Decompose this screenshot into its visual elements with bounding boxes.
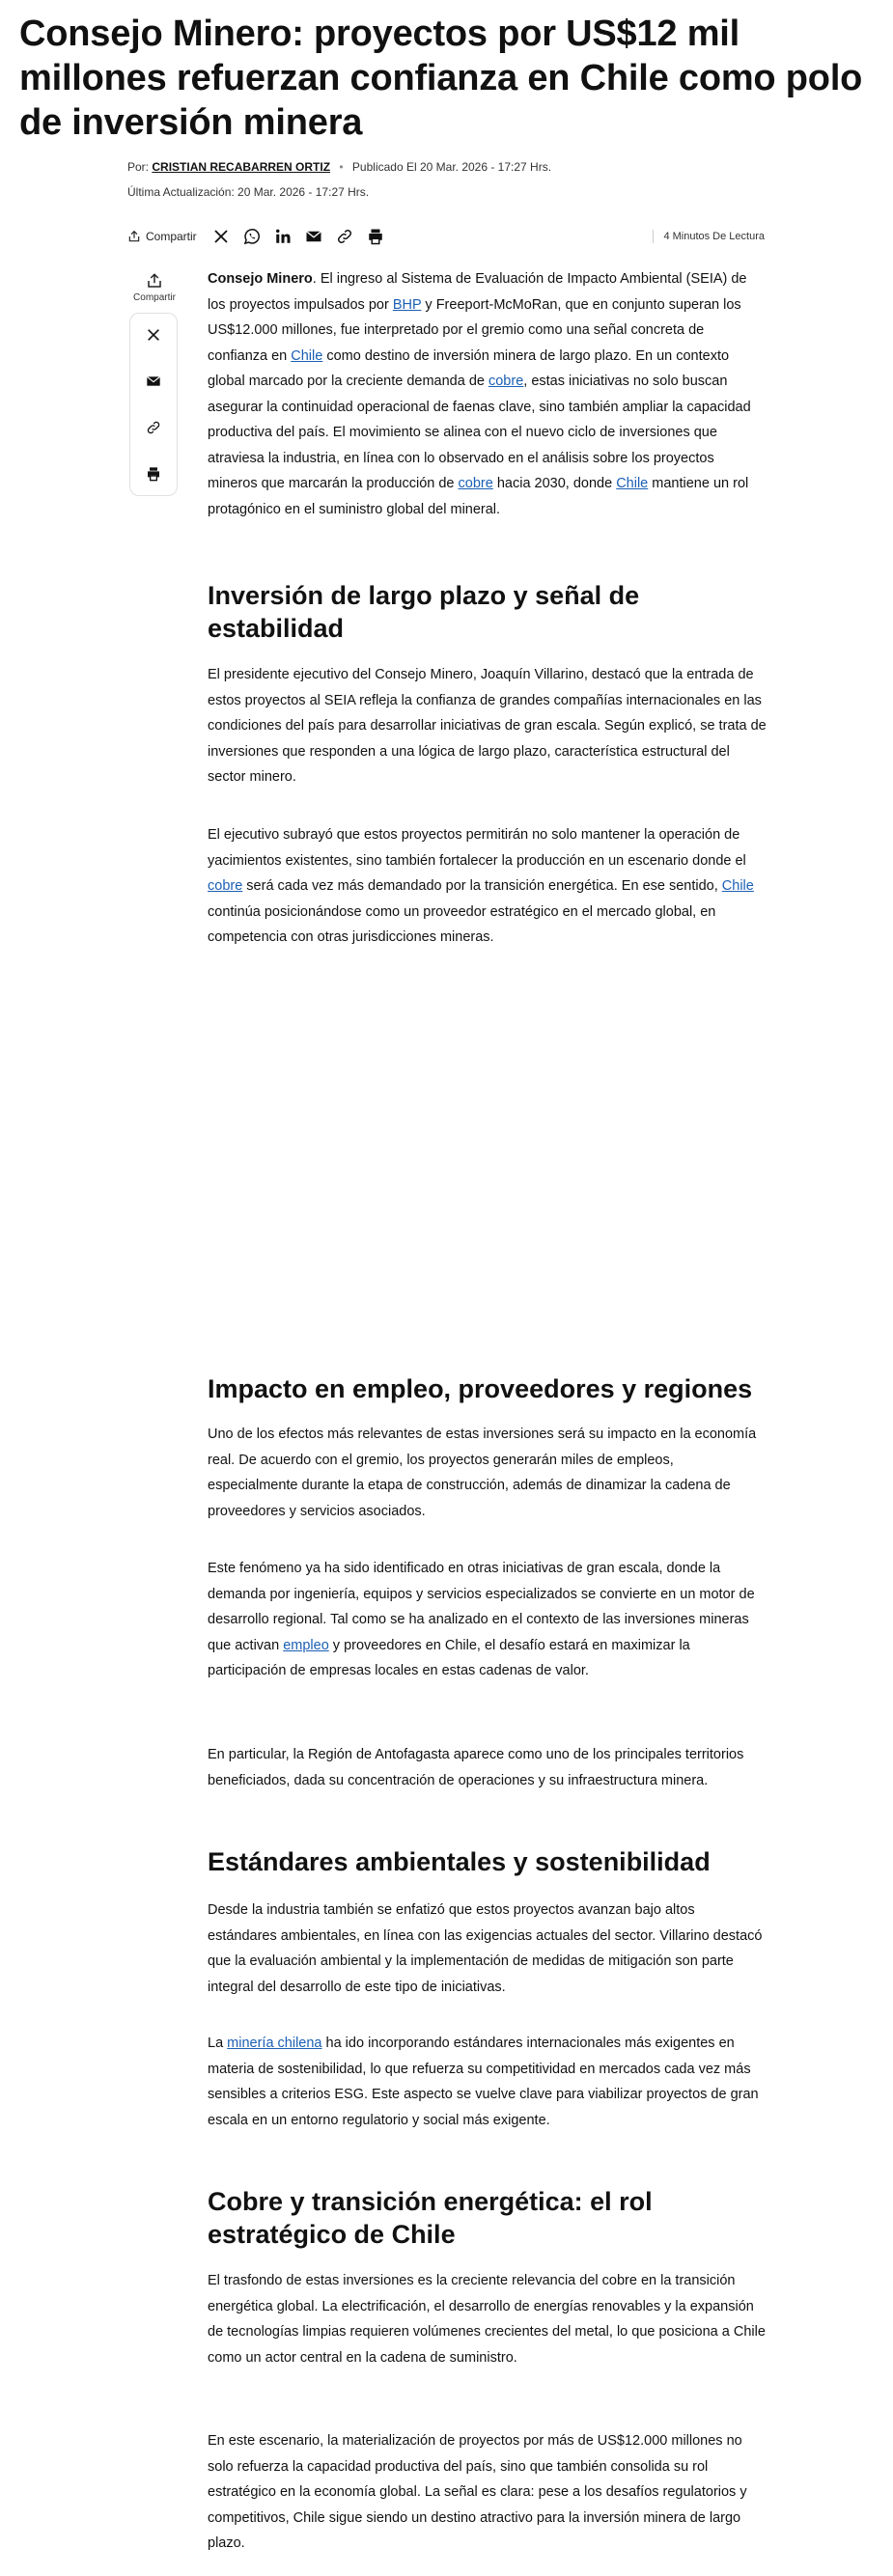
- intro-text: como destino de inversión minera de largo plazo. En un contexto global marcado por la creciente demanda de: [208, 347, 730, 389]
- section-heading: Inversión de largo plazo y señal de estabilidad: [208, 581, 640, 643]
- side-share-icons: [129, 313, 178, 496]
- paragraph-text: El ejecutivo subrayó que estos proyectos permitirán no solo mantener la operación de yacimientos existentes, sino también fortalecer la producción en un escenario donde el: [208, 827, 746, 869]
- share-button[interactable]: [127, 230, 197, 243]
- section-heading: Cobre y transición energética: el rol estratégico de Chile: [208, 2187, 653, 2249]
- share-icon: [146, 272, 163, 290]
- intro-text: . El ingreso al Sistema de Evaluación de Impacto Ambiental (SEIA) de los proyectos impulsados por: [208, 271, 747, 313]
- section-paragraph: [208, 1742, 767, 1793]
- share-email-button[interactable]: [303, 226, 324, 247]
- byline-prefix: Por:: [127, 160, 150, 174]
- paragraph-text: Este fenómeno ya ha sido identificado en otras iniciativas de gran escala, donde la demanda por ingeniería, equipos y servicios especializados se convierte en un motor de desarrollo regional. Tal como se ha analizado en el contexto de las inversiones mineras que activan: [208, 1561, 755, 1653]
- published-date: Publicado El 20 Mar. 2026 - 17:27 Hrs.: [351, 160, 552, 174]
- print-icon: [146, 466, 161, 482]
- byline: [127, 160, 551, 174]
- copy-link-button[interactable]: [334, 226, 355, 247]
- paragraph-text: La: [208, 2036, 228, 2051]
- intro-text: y Freeport-McMoRan, que en conjunto superan los US$12.000 millones, fue interpretado por el gremio como una señal concreta de confianza en: [208, 296, 741, 364]
- reading-time: 4 Minutos De Lectura: [653, 230, 765, 243]
- section-paragraph: [208, 822, 767, 951]
- paragraph-text: El trasfondo de estas inversiones es la creciente relevancia del cobre en la transición energética global. La electrificación, el desarrollo de energías renovables y la expansión de tecnologías limpias requieren volúmenes crecientes del metal, lo que posiciona a Chile como un actor central en la cadena de suministro.: [208, 2273, 766, 2366]
- link-empleo[interactable]: empleo: [283, 1637, 329, 1653]
- updated-date: Última Actualización: 20 Mar. 2026 - 17:27 Hrs.: [127, 185, 370, 199]
- ad-space: [208, 994, 767, 1361]
- link-icon: [146, 420, 161, 435]
- x-icon: [146, 327, 161, 343]
- link-cobre[interactable]: cobre: [208, 878, 243, 894]
- section-paragraph: [208, 1556, 767, 1684]
- share-x-button[interactable]: [210, 226, 232, 247]
- link-cobre[interactable]: cobre: [458, 476, 493, 491]
- link-icon: [336, 228, 353, 245]
- intro-paragraph: [208, 266, 767, 522]
- author-link[interactable]: CRISTIAN RECABARREN ORTIZ: [152, 160, 331, 174]
- mail-icon: [305, 228, 322, 245]
- print-icon: [367, 228, 384, 245]
- intro-text: , estas iniciativas no solo buscan asegurar la continuidad operacional de faenas clave, sino también ampliar la capacidad productiva del país. El movimiento se alinea con el nuevo ciclo de inversiones que atraviesa la industria, en línea con lo observado en el análisis sobre los proyectos mineros que marcarán la producción de: [208, 374, 751, 491]
- side-share-email-button[interactable]: [138, 366, 169, 397]
- section-paragraph: [208, 2031, 767, 2133]
- mail-icon: [146, 374, 161, 389]
- share-label: Compartir: [146, 230, 197, 243]
- meta-separator: •: [339, 160, 344, 174]
- side-print-button[interactable]: [138, 458, 169, 489]
- intro-text: mantiene un rol protagónico en el suministro global del mineral.: [208, 476, 749, 517]
- lead-text: Consejo Minero: [208, 271, 313, 287]
- section-paragraph: [208, 1897, 767, 2000]
- share-toolbar: [127, 224, 765, 249]
- share-icon: [127, 230, 141, 243]
- section-heading: Estándares ambientales y sostenibilidad: [208, 1847, 711, 1876]
- side-share-button[interactable]: [129, 272, 180, 303]
- paragraph-text: En este escenario, la materialización de proyectos por más de US$12.000 millones no solo refuerza la capacidad productiva del país, sino que también consolida su rol estratégico en la economía global. La señal es clara: pese a los desafíos regulatorios y competitivos, Chile sigue siendo un destino atractivo para la inversión minera de largo plazo.: [208, 2433, 747, 2551]
- side-share-panel: [129, 272, 180, 496]
- share-linkedin-button[interactable]: [272, 226, 293, 247]
- paragraph-text: será cada vez más demandado por la transición energética. En ese sentido,: [242, 878, 722, 894]
- section-paragraph: [208, 1422, 767, 1524]
- link-chile[interactable]: Chile: [291, 347, 323, 364]
- paragraph-text: continúa posicionándose como un proveedor estratégico en el mercado global, en competencia con otras jurisdicciones mineras.: [208, 903, 716, 945]
- link-bhp[interactable]: BHP: [392, 296, 422, 313]
- paragraph-text: En particular, la Región de Antofagasta aparece como uno de los principales territorios beneficiados, dada su concentración de operaciones y su infraestructura minera.: [208, 1747, 744, 1788]
- article-headline: Consejo Minero: proyectos por US$12 mil millones refuerzan confianza en Chile como polo de inversión minera: [19, 14, 863, 143]
- section-paragraph: [208, 662, 767, 790]
- print-button[interactable]: [365, 226, 386, 247]
- section-paragraph: [208, 2428, 767, 2557]
- paragraph-text: Uno de los efectos más relevantes de estas inversiones será su impacto en la economía real. De acuerdo con el gremio, los proyectos generarán miles de empleos, especialmente durante la etapa de construcción, además de dinamizar la cadena de proveedores y servicios asociados.: [208, 1426, 757, 1519]
- whatsapp-icon: [242, 227, 262, 246]
- intro-text: hacia 2030, donde: [492, 476, 617, 491]
- section-paragraph: [208, 2268, 767, 2370]
- paragraph-text: El presidente ejecutivo del Consejo Minero, Joaquín Villarino, destacó que la entrada de estos proyectos al SEIA refleja la confianza de grandes compañías internacionales en las condiciones del país para desarrollar iniciativas de gran escala. Según explicó, se trata de inversiones que responden a una lógica de largo plazo, característica estructural del sector minero.: [208, 667, 767, 785]
- paragraph-text: y proveedores en Chile, el desafío estará en maximizar la participación de empresas locales en estas cadenas de valor.: [208, 1637, 690, 1678]
- share-whatsapp-button[interactable]: [241, 226, 263, 247]
- linkedin-icon: [274, 228, 292, 245]
- link-chile[interactable]: Chile: [616, 476, 649, 491]
- section-heading: Impacto en empleo, proveedores y regiones: [208, 1374, 753, 1403]
- x-icon: [212, 228, 230, 245]
- link-cobre[interactable]: cobre: [488, 374, 524, 389]
- link-mineria-chilena[interactable]: minería chilena: [227, 2036, 322, 2051]
- side-copy-link-button[interactable]: [138, 412, 169, 443]
- link-chile[interactable]: Chile: [721, 878, 754, 894]
- side-share-label: Compartir: [133, 292, 176, 303]
- paragraph-text: Desde la industria también se enfatizó que estos proyectos avanzan bajo altos estándares ambientales, en línea con las exigencias actuales del sector. Villarino destacó que la evaluación ambiental y la implementación de medidas de mitigación son parte integral del desarrollo de este tipo de iniciativas.: [208, 1902, 763, 1995]
- side-share-x-button[interactable]: [138, 319, 169, 350]
- paragraph-text: ha ido incorporando estándares internacionales más exigentes en materia de sostenibilidad, lo que refuerza su competitividad en mercados cada vez más sensibles a criterios ESG. Este aspecto se vuelve clave para viabilizar proyectos de gran escala en un entorno regulatorio y social más exigente.: [208, 2036, 759, 2128]
